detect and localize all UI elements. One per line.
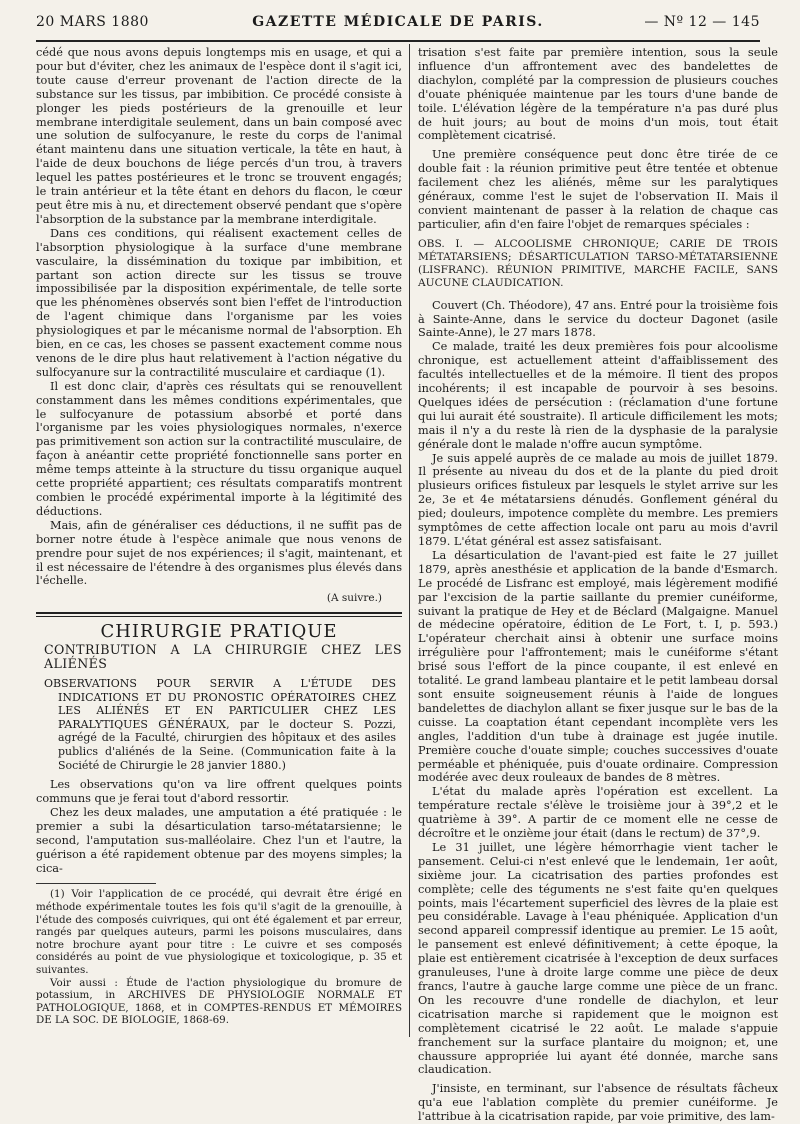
left-column xyxy=(36,46,402,1037)
right-column xyxy=(418,46,778,1124)
case-paragraph: L'état du malade après l'opération est excellent. La température rectale s'élève le troisième jour à 39°,2 et le quatrième à 39°. A partir de ce moment elle ne cesse de décroître et le onzième jour était (dans le rectum) de 37°,9. xyxy=(418,785,778,841)
body-paragraph: Il est donc clair, d'après ces résultats qui se renouvellent constamment dans les mêmes conditions expérimentales, que le sulfocyanure de potassium absorbé et porté dans l'organisme par les voies physiologiques normales, n'exerce pas primitivement son action sur la contractilité musculaire, de façon à anéantir cette propriété fonctionnelle sans porter en même temps atteinte à la structure du tissu organique auquel cette propriété appartient; ces résultats comparatifs montrent combien le procédé expérimental importe à la légitimité des déductions. xyxy=(36,379,402,518)
footnote: (1) Voir l'application de ce procédé, qui devrait être érigé en méthode expérimentale toutes les fois qu'il s'agit de la grenouille, à l'étude des composés cuivriques, qui ont été également et par erreur, rangés par quelques auteurs, parmi les poisons musculaires, dans notre brochure ayant pour titre : Le cuivre et ses composés considérés au point de vue physiologique et toxicologique, p. 35 et suivantes. xyxy=(36,888,402,977)
case-paragraph: La désarticulation de l'avant-pied est faite le 27 juillet 1879, après anesthésie et application de la bande d'Esmarch. Le procédé de Lisfranc est employé, mais légèrement modifié par l'excision de la partie saillante du premier cunéiforme, suivant la pratique de Hey et de Béclard (Malgaigne. Manuel de médecine opératoire, édition de Le Fort, t. I, p. 593.) L'opérateur cherchait ainsi à obtenir une surface moins irrégulière pour l'affrontement; mais le cunéiforme s'étant brisé sous l'effort de la pince coupante, il est enlevé en totalité. Le grand lambeau plantaire et le petit lambeau dorsal sont ensuite soigneusement réunis à l'aide de longues bandelettes de diachylon allant se fixer jusque sur le bas de la cuisse. La coaptation étant cependant incomplète vers les angles, l'addition d'un tube à drainage est jugée inutile. Première couche d'ouate simple; couches successives d'ouate perméable et phéniquée, puis d'ouate ordinaire. Compression modérée avec deux rouleaux de bandes de 8 mètres. xyxy=(418,548,778,785)
footnotes xyxy=(36,888,402,1027)
body-paragraph: Les observations qu'on va lire offrent quelques points communs que je ferai tout d'abord ressortir. xyxy=(36,778,402,806)
body-paragraph: trisation s'est faite par première intention, sous la seule influence d'un affrontement avec des bandelettes de diachylon, complété par la compression de plusieurs couches d'ouate phéniquée maintenue par les tours d'une bande de toile. L'élévation légère de la température n'a pas duré plus de huit jours; au bout de moins d'un mois, tout était complètement cicatrisé. xyxy=(418,46,778,143)
body-paragraph: Mais, afin de généraliser ces déductions, il ne suffit pas de borner notre étude à l'espèce animale que nous venons de prendre pour sujet de nos expériences; il s'agit, maintenant, et il est nécessaire de l'étendre à des organismes plus élevés dans l'échelle. xyxy=(36,518,402,588)
case-report xyxy=(418,299,778,1124)
article-title: CONTRIBUTION A LA CHIRURGIE CHEZ LES ALIÉNÉS xyxy=(44,642,402,672)
footnote-rule xyxy=(36,883,156,884)
body-paragraph: cédé que nous avons depuis longtemps mis en usage, et qui a pour but d'éviter, chez les animaux de l'espèce dont il s'agit ici, toute cause d'erreur provenant de l'action directe de la substance sur les tissus, par imbibition. Ce procédé consiste à plonger les pieds postérieurs de la grenouille et leur membrane interdigitale seulement, dans un bain composé avec une solution de sulfocyanure, le reste du corps de l'animal étant maintenu dans une situation verticale, la tête en haut, à l'aide de deux bouchons de liége percés d'un trou, à travers lequel les pattes postérieures et le tronc se trouvent engagés; le train antérieur et la tête étant en dehors du flacon, le cœur peut être mis à nu, et directement observé pendant que s'opère l'absorption de la substance par la membrane interdigitale. xyxy=(36,46,402,226)
section-rule xyxy=(36,612,402,614)
case-paragraph: Je suis appelé auprès de ce malade au mois de juillet 1879. Il présente au niveau du dos et de la plante du pied droit plusieurs orifices fistuleux par lesquels le stylet arrive sur les 2e, 3e et 4e métatarsiens dénudés. Gonflement général du pied; douleurs, impotence complète du membre. Les premiers symptômes de cette affection locale ont paru au mois d'avril 1879. L'état général est assez satisfaisant. xyxy=(418,451,778,548)
column-divider xyxy=(409,44,410,1037)
section-title: CHIRURGIE PRATIQUE xyxy=(100,621,338,643)
issue-page-number: — Nº 12 — 145 xyxy=(644,14,760,30)
case-paragraph: Couvert (Ch. Théodore), 47 ans. Entré pour la troisième fois à Sainte-Anne, dans le service du docteur Dagonet (asile Sainte-Anne), le 27 mars 1878. xyxy=(418,298,778,340)
header-rule xyxy=(36,40,760,42)
body-paragraph: Chez les deux malades, une amputation a été pratiquée : le premier a subi la désarticulation tarso-métatarsienne; le second, l'amputation sus-malléolaire. Chez l'un et l'autre, la guérison a été rapidement obtenue par des moyens simples; la cica- xyxy=(36,805,402,875)
journal-title: GAZETTE MÉDICALE DE PARIS. xyxy=(252,14,544,30)
observation-title: OBS. I. — ALCOOLISME CHRONIQUE; CARIE DE TROIS MÉTATARSIENS; DÉSARTICULATION TARSO-MÉTATARSIENNE (LISFRANC). RÉUNION PRIMITIVE, MARCHE FACILE, SANS AUCUNE CLAUDICATION. xyxy=(418,237,778,290)
page-header xyxy=(36,14,760,38)
case-paragraph: Ce malade, traité les deux premières fois pour alcoolisme chronique, est actuellement atteint d'affaiblissement des facultés intellectuelles et de la mémoire. Il tient des propos incohérents; il est incapable de pourvoir à ses besoins. Quelques idées de persécution : (réclamation d'une fortune qui lui aurait été soustraite). Il articule difficilement les mots; mais il n'y a du reste là rien de la dysphasie de la paralysie générale dont le malade n'offre aucun symptôme. xyxy=(418,340,778,451)
issue-date: 20 MARS 1880 xyxy=(36,14,149,30)
case-paragraph: J'insiste, en terminant, sur l'absence de résultats fâcheux qu'a eue l'ablation complète du premier cunéiforme. Je l'attribue à la cicatrisation rapide, par voie primitive, des lam- xyxy=(418,1082,778,1124)
body-paragraph: Dans ces conditions, qui réalisent exactement celles de l'absorption physiologique à la surface d'une membrane vasculaire, la dissémination du toxique par imbibition, et partant son action directe sur les tissus se trouve impossibilisée par la disposition expérimentale, de telle sorte que les phénomènes observés sont bien l'effet de l'introduction de l'agent chimique dans l'organisme par les voies physiologiques et par le mécanisme normal de l'absorption. Eh bien, en ce cas, les choses se passent exactement comme nous venons de le dire plus haut relativement à l'action négative du sulfocyanure sur la contractilité musculaire et cardiaque (1). xyxy=(36,226,402,379)
to-be-continued: (A suivre.) xyxy=(326,592,382,605)
footnote: Voir aussi : Étude de l'action physiologique du bromure de potassium, in ARCHIVES DE PHYSIOLOGIE NORMALE ET PATHOLOGIQUE, 1868, et in COMPTES-RENDUS ET MÉMOIRES DE LA SOC. DE BIOLOGIE, 1868-69. xyxy=(36,976,402,1027)
case-paragraph: Le 31 juillet, une légère hémorrhagie vient tacher le pansement. Celui-ci n'est enlevé que le lendemain, 1er août, sixième jour. La cicatrisation des parties profondes est complète; celle des téguments ne s'est faite qu'en quelques points, mais l'écartement superficiel des lèvres de la plaie est peu considérable. Lavage à l'eau phéniquée. Application d'un second appareil compressif identique au premier. Le 15 août, le pansement est enlevé définitivement; à cette époque, la plaie est entièrement cicatrisée à l'exception de deux surfaces granuleuses, l'une à droite large comme une pièce de deux francs, l'autre à gauche large comme une pièce de un franc. On les recouvre d'une rondelle de diachylon, et leur cicatrisation marche si rapidement que le moignon est complètement cicatrisé le 22 août. Le malade s'appuie franchement sur la surface plantaire du moignon; et, une chaussure appropriée lui ayant été donnée, marche sans claudication. xyxy=(418,840,778,1077)
body-paragraph: Une première conséquence peut donc être tirée de ce double fait : la réunion primitive peut être tentée et obtenue facilement chez les aliénés, même sur les paralytiques généraux, comme l'est le sujet de l'observation II. Mais il convient maintenant de passer à la relation de chaque cas particulier, afin d'en faire l'objet de remarques spéciales : xyxy=(418,148,778,231)
section-rule-thin xyxy=(36,616,402,617)
article-abstract: OBSERVATIONS POUR SERVIR A L'ÉTUDE DES INDICATIONS ET DU PRONOSTIC OPÉRATOIRES CHEZ LES ALIÉNÉS ET EN PARTICULIER CHEZ LES PARALYTIQUES GÉNÉRAUX, par le docteur S. Pozzi, agrégé de la Faculté, chirurgien des hôpitaux et des asiles publics d'aliénés de la Seine. (Communication faite à la Société de Chirurgie le 28 janvier 1880.) xyxy=(44,676,396,772)
